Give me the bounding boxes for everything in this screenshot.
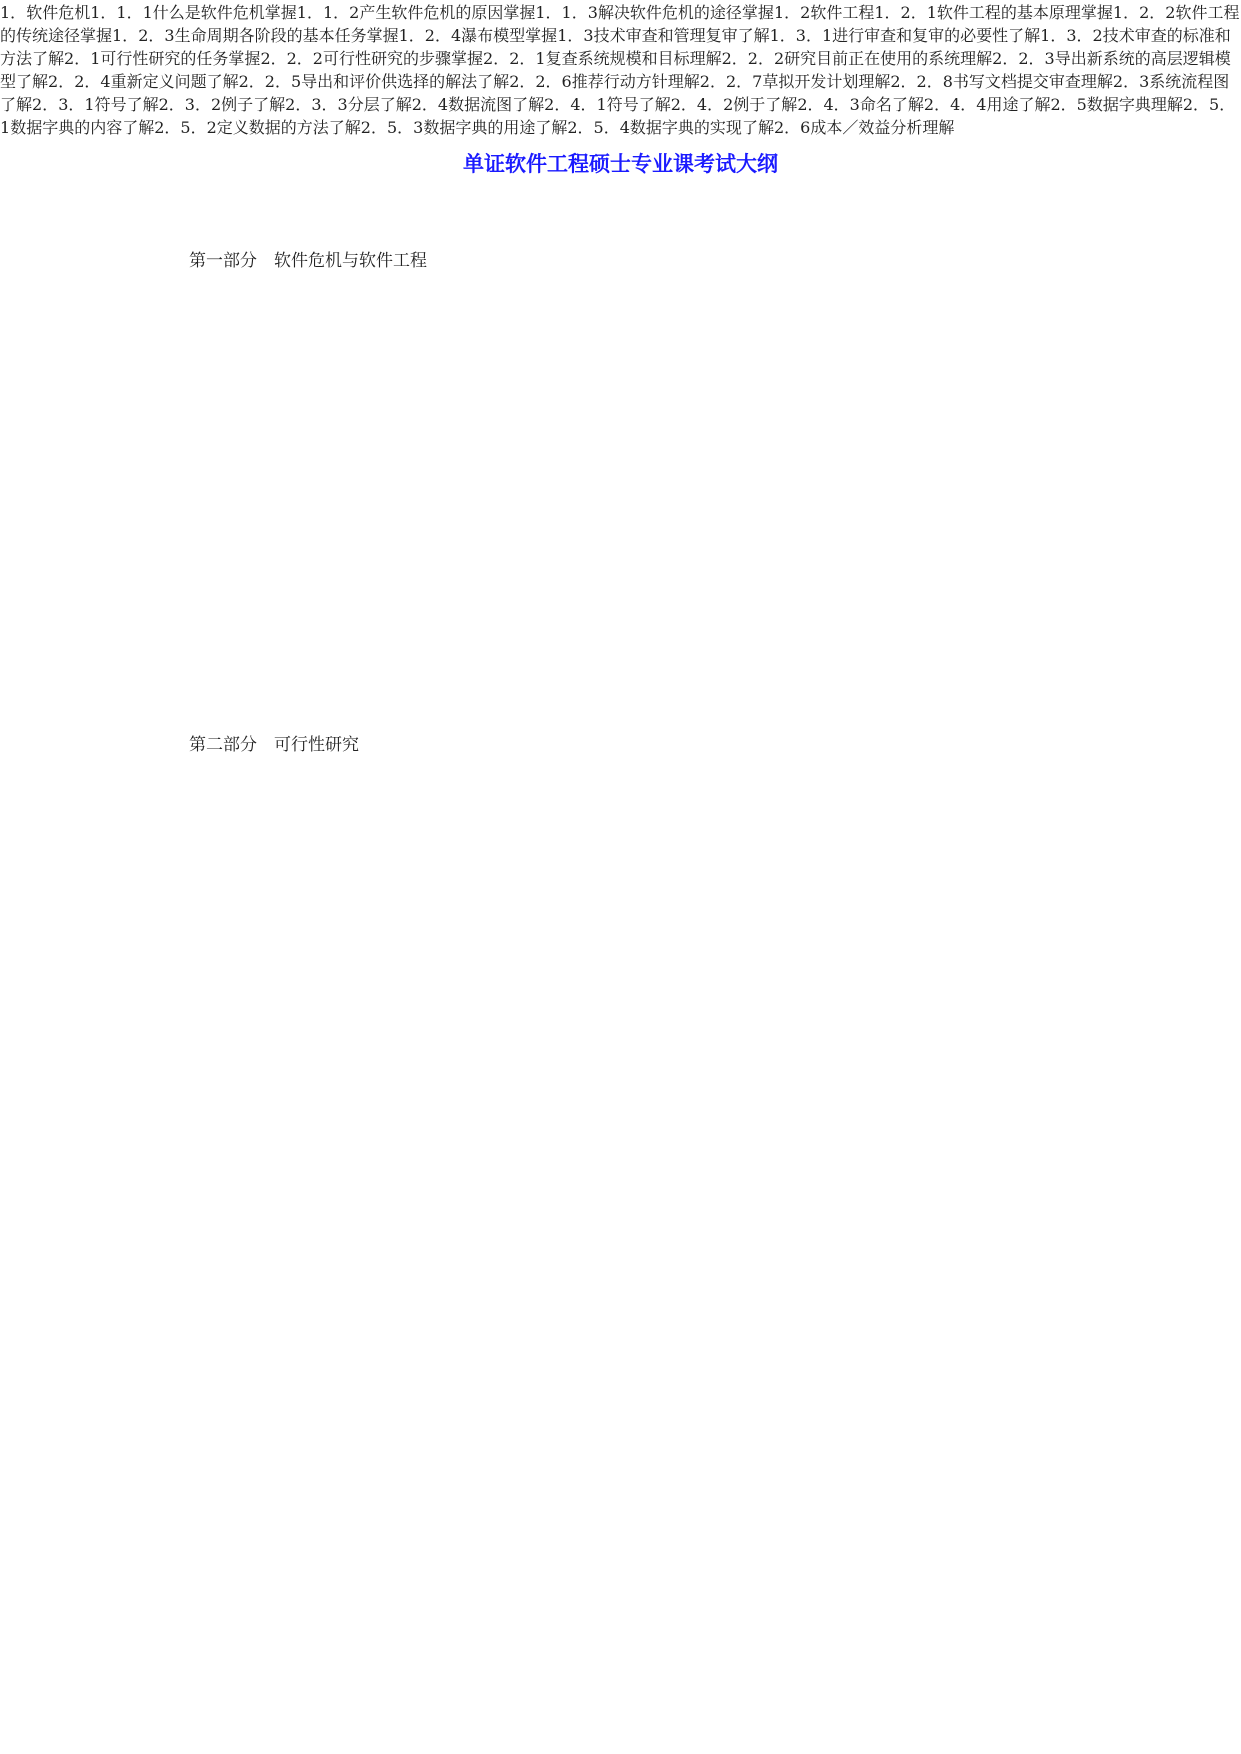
outline-item-number: 2．3．1 <box>32 95 95 114</box>
outline-item-label: 重新定义问题 <box>110 72 207 91</box>
outline-item-requirement: 理解 <box>689 49 722 68</box>
outline-item-requirement: 掌握 <box>451 49 484 68</box>
outline-item-requirement: 了解 <box>0 95 33 114</box>
outline-item-number: 2．5．3 <box>360 118 424 137</box>
outline-item-label: 软件工程的基本原理 <box>936 3 1081 22</box>
outline-item-label: 导出和评价供选择的解法 <box>301 72 478 91</box>
outline-item-label: 软件工程 <box>810 3 875 22</box>
outline-item-requirement: 理解 <box>1150 95 1183 114</box>
outline-item-label: 生命周期各阶段的基本任务 <box>174 26 367 45</box>
outline-item-label: 推荐行动方针 <box>571 72 668 91</box>
outline-item-label: 成本／效益分析 <box>810 118 923 137</box>
outline-item-requirement: 了解 <box>253 95 286 114</box>
outline-item-label: 软件工程的传统途径 <box>0 3 1240 45</box>
outline-item-label: 例子 <box>221 95 254 114</box>
document-title: 单证软件工程硕士专业课考试大纲 <box>463 151 778 176</box>
part-heading: 第一部分 软件危机与软件工程 <box>189 251 427 271</box>
outline-item-requirement: 了解 <box>32 49 65 68</box>
outline-item-label: 数据流图 <box>448 95 513 114</box>
outline-item-label: 分层 <box>347 95 380 114</box>
outline-item-requirement: 了解 <box>379 95 412 114</box>
outline-item-number: 1．2 <box>773 3 811 22</box>
outline-item-requirement: 了解 <box>328 118 361 137</box>
outline-item-number: 2．2．5 <box>238 72 302 91</box>
outline-item-number: 2．2．4 <box>48 72 111 91</box>
outline-item-number: 2．4．4 <box>923 95 987 114</box>
outline-item-number: 1．3．2 <box>1040 26 1103 45</box>
outline-item-number: 1．2．3 <box>112 26 175 45</box>
outline-item-label: 研究目前正在使用的系统 <box>784 49 961 68</box>
outline-item-requirement: 了解 <box>1018 95 1051 114</box>
outline-item-number: 2．2．8 <box>890 72 953 91</box>
outline-item-label: 系统流程图 <box>1149 72 1230 91</box>
outline-item-label: 瀑布模型 <box>461 26 526 45</box>
outline-item-label: 符号 <box>606 95 639 114</box>
outline-item-label: 产生软件危机的原因 <box>359 3 504 22</box>
outline-item-requirement: 掌握 <box>80 26 113 45</box>
outline-item-label: 技术审查和管理复审 <box>593 26 738 45</box>
outline-item-label: 技术审查的标准和方法 <box>0 26 1231 68</box>
outline-item-number: 2．4 <box>411 95 449 114</box>
outline-item-number: 1．1．1 <box>90 3 153 22</box>
outline-item-requirement: 理解 <box>667 72 700 91</box>
outline-item-number: 2．2．2 <box>721 49 785 68</box>
outline-item-label: 数据字典 <box>1086 95 1151 114</box>
outline-item-requirement: 了解 <box>126 95 159 114</box>
outline-item-requirement: 掌握 <box>228 49 261 68</box>
outline-item-number: 1．2．1 <box>874 3 937 22</box>
outline-item-label: 符号 <box>94 95 127 114</box>
outline-item-label: 用途 <box>986 95 1019 114</box>
outline-item-requirement: 了解 <box>737 26 770 45</box>
outline-item-requirement: 理解 <box>858 72 891 91</box>
outline-item-number: 2．3 <box>1112 72 1150 91</box>
outline-item-number: 2．2．6 <box>509 72 572 91</box>
outline-item-requirement: 掌握 <box>741 3 774 22</box>
outline-item-number: 2．3．2 <box>158 95 222 114</box>
outline-item-number: 2．2．1 <box>483 49 546 68</box>
outline-item-label: 导出新系统的高层逻辑模型 <box>0 49 1231 91</box>
outline-item-number: 2．4．3 <box>797 95 860 114</box>
outline-item-label: 可行性研究的任务 <box>100 49 229 68</box>
outline-item-number: 2．4．1 <box>544 95 607 114</box>
outline-item-requirement: 了解 <box>16 72 49 91</box>
outline-item-number: 2．6 <box>773 118 811 137</box>
outline-item-label: 软件危机 <box>26 3 91 22</box>
outline-item-requirement: 了解 <box>638 95 671 114</box>
outline-item-requirement: 了解 <box>535 118 568 137</box>
outline-item-label: 草拟开发计划 <box>762 72 859 91</box>
outline-item-label: 什么是软件危机 <box>152 3 265 22</box>
outline-item-requirement: 了解 <box>1008 26 1041 45</box>
outline-item-label: 可行性研究的步骤 <box>322 49 451 68</box>
outline-item-number: 2．5．2 <box>154 118 217 137</box>
outline-item-requirement: 理解 <box>1080 72 1113 91</box>
outline-item-label: 进行审查和复审的必要性 <box>832 26 1009 45</box>
outline-item-label: 数据字典的内容 <box>10 118 123 137</box>
outline-item-requirement: 了解 <box>477 72 510 91</box>
outline-item-number: 1．2．2 <box>1112 3 1176 22</box>
outline-item-requirement: 了解 <box>891 95 924 114</box>
outline-item-label: 定义数据的方法 <box>216 118 329 137</box>
outline-item-requirement: 掌握 <box>264 3 297 22</box>
outline-item-requirement: 了解 <box>741 118 774 137</box>
outline-item-number: 1．1．2 <box>296 3 360 22</box>
outline-item-number: 2．5．1 <box>0 95 1236 137</box>
outline-item-requirement: 掌握 <box>525 26 558 45</box>
outline-item-requirement: 掌握 <box>503 3 536 22</box>
outline-item-number: 2．2．2 <box>260 49 323 68</box>
outline-item-number: 1．3 <box>557 26 594 45</box>
outline-item-number: 2．3．3 <box>285 95 348 114</box>
outline-item-number: 2．2．7 <box>699 72 763 91</box>
outline-item-requirement: 了解 <box>206 72 239 91</box>
outline-item-number: 2．1 <box>64 49 101 68</box>
outline-item-requirement: 理解 <box>922 118 955 137</box>
outline-item-requirement: 理解 <box>960 49 993 68</box>
outline-item-label: 数据字典的用途 <box>423 118 536 137</box>
outline-item-number: 1．2．4 <box>398 26 462 45</box>
outline-item-number: 2．5．4 <box>567 118 630 137</box>
outline-item-number: 2．5 <box>1050 95 1087 114</box>
outline-item-requirement: 了解 <box>512 95 545 114</box>
outline-item-requirement: 掌握 <box>1080 3 1113 22</box>
outline-item-label: 数据字典的实现 <box>629 118 742 137</box>
outline-item-label: 例于 <box>733 95 766 114</box>
outline-item-requirement: 掌握 <box>366 26 399 45</box>
outline-item-label: 书写文档提交审查 <box>952 72 1081 91</box>
outline-item-requirement: 了解 <box>765 95 798 114</box>
outline-item-requirement: 了解 <box>122 118 155 137</box>
outline-item-label: 解决软件危机的途径 <box>597 3 742 22</box>
part-heading: 第二部分 可行性研究 <box>189 735 359 755</box>
outline-item-number: 1．1．3 <box>535 3 598 22</box>
outline-item-number: 1．3．1 <box>769 26 833 45</box>
outline-item-label: 复查系统规模和目标 <box>545 49 690 68</box>
outline-item-number: 2．4．2 <box>670 95 734 114</box>
outline-item-label: 命名 <box>859 95 892 114</box>
outline-item-number: 1． <box>0 3 27 22</box>
outline-item-number: 2．2．3 <box>992 49 1055 68</box>
